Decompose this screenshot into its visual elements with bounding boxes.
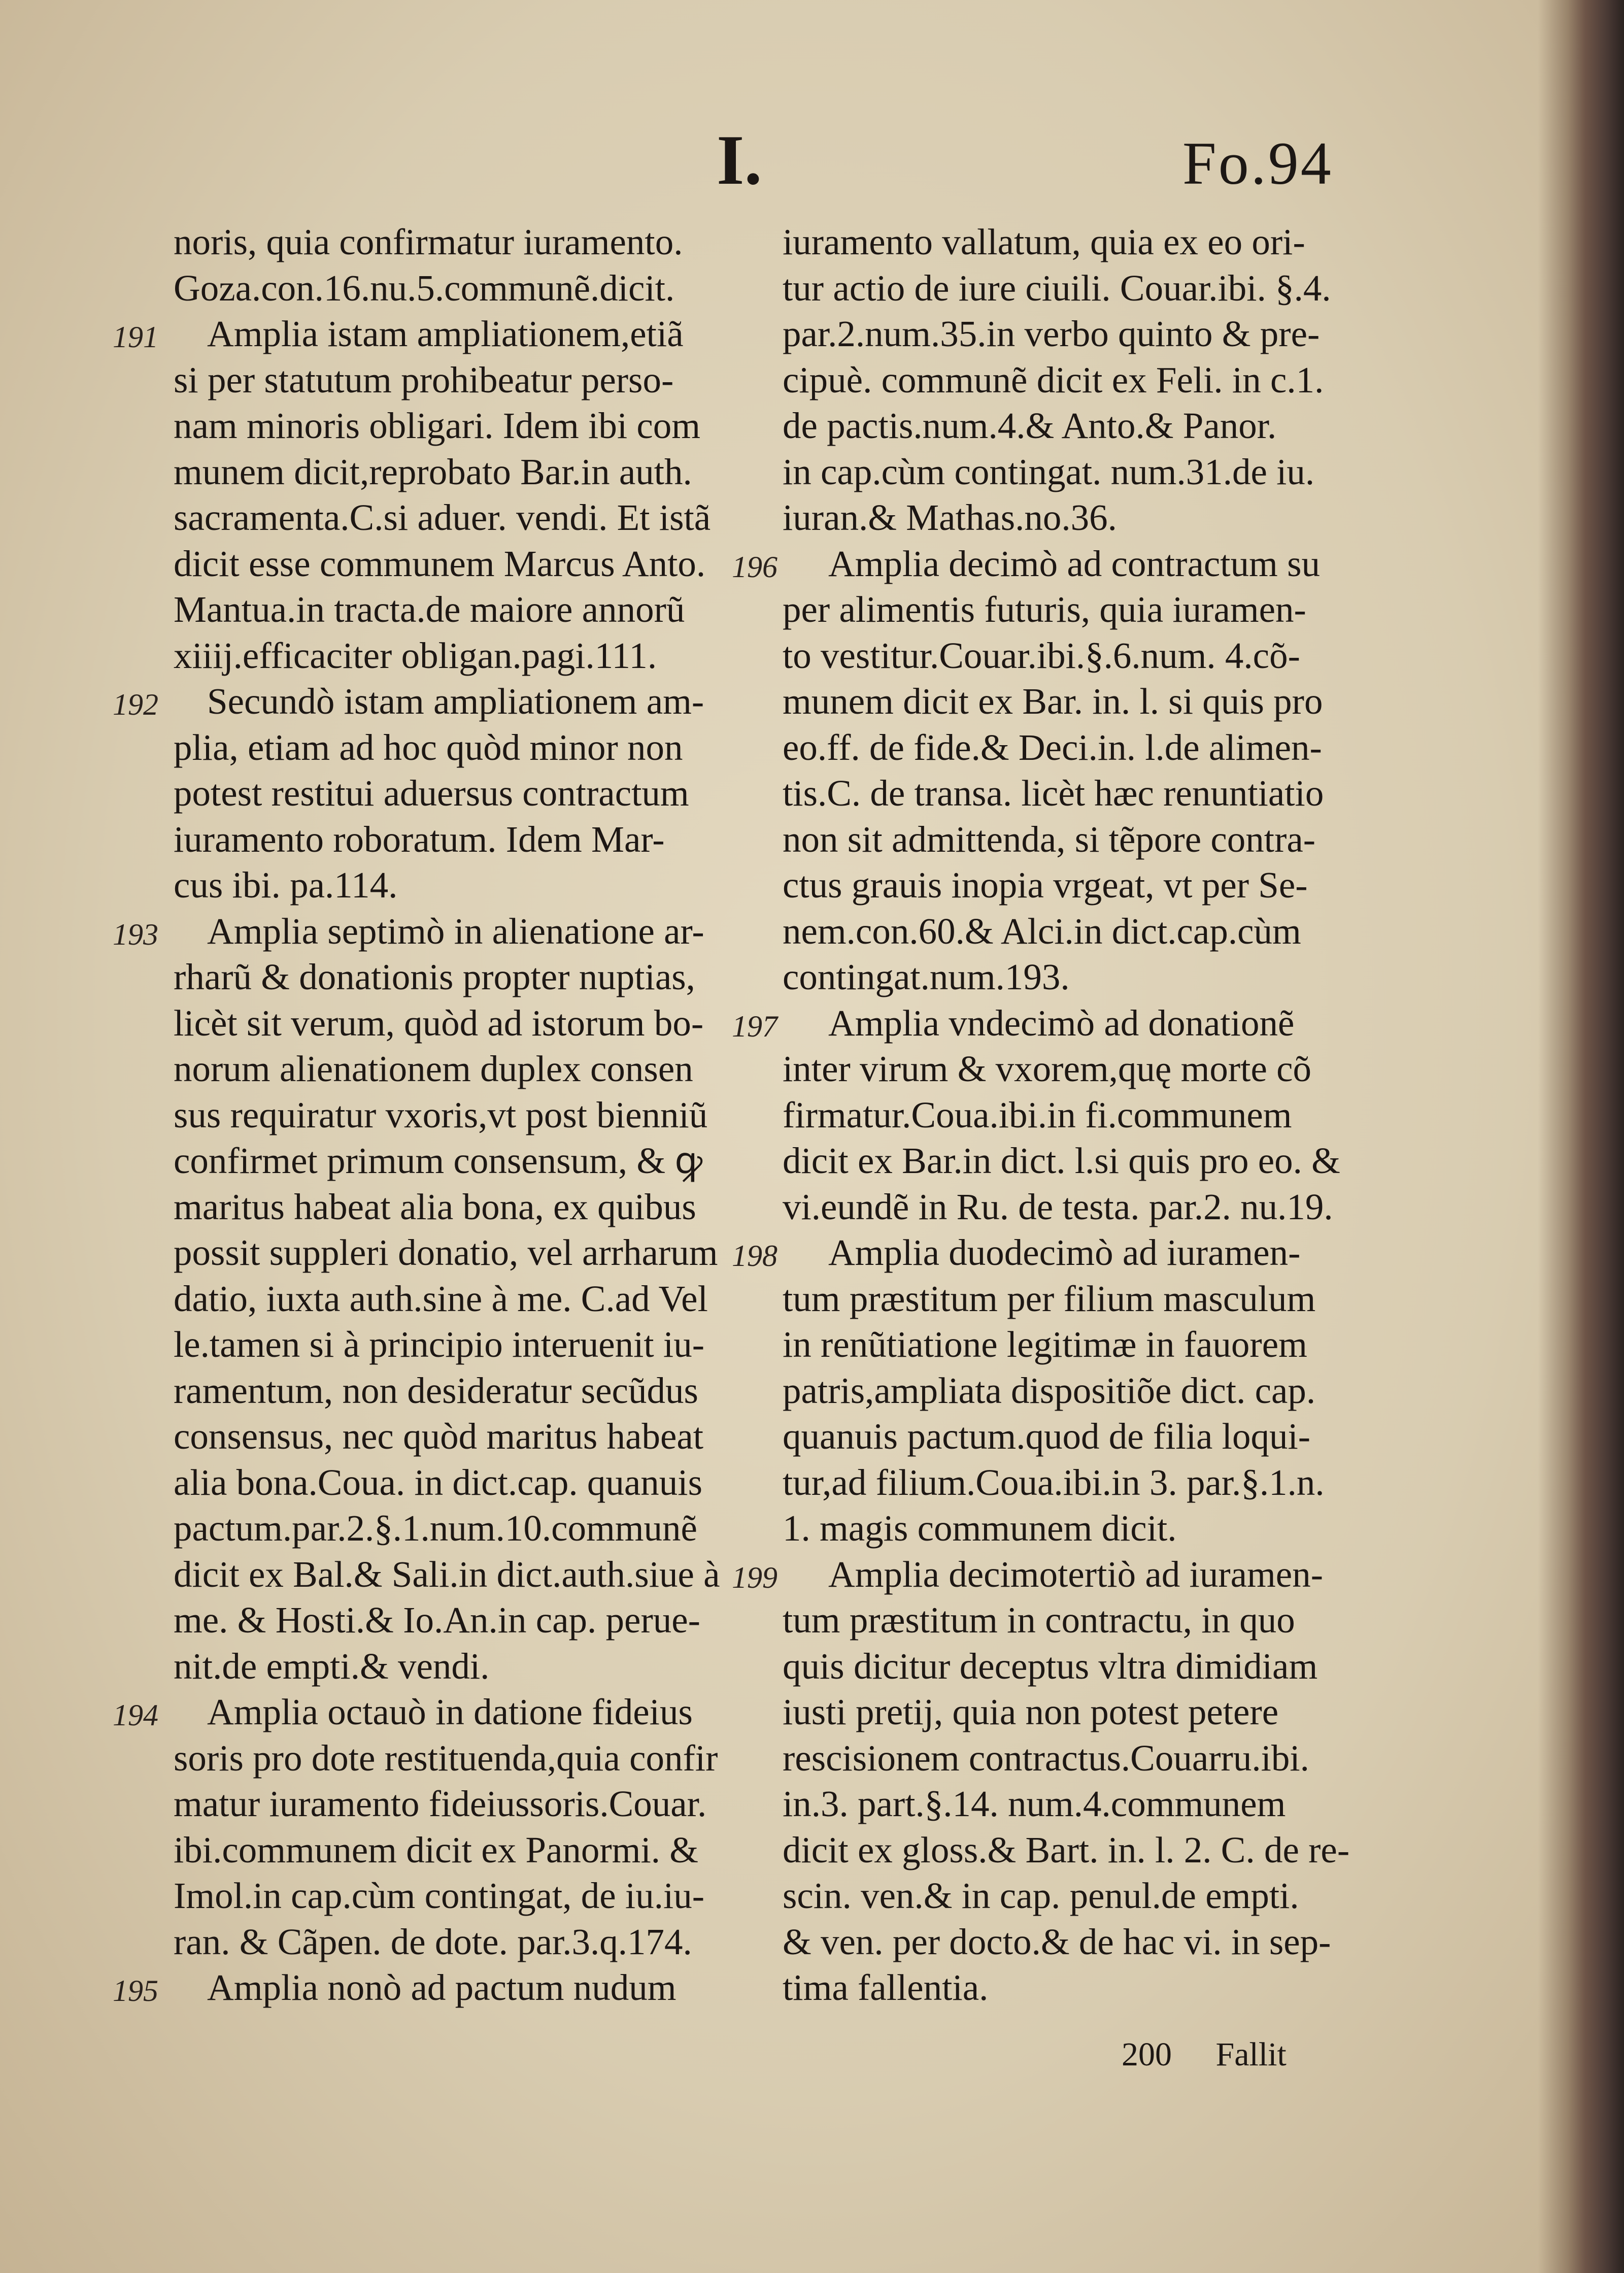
marginal-paragraph-number: 192 xyxy=(113,688,158,721)
text-line xyxy=(113,633,736,679)
text-line xyxy=(737,1322,1371,1368)
line-text: dicit esse communem Marcus Anto. xyxy=(174,543,706,584)
line-text: quis dicitur deceptus vltra dimidiam xyxy=(783,1645,1318,1687)
line-text: Amplia septimò in alienatione ar- xyxy=(207,910,704,952)
line-text: Amplia vndecimò ad donationẽ xyxy=(828,1002,1295,1044)
text-line xyxy=(737,1735,1371,1782)
text-line xyxy=(113,1644,736,1690)
text-line xyxy=(113,1689,736,1735)
text-line xyxy=(113,1046,736,1092)
text-line xyxy=(737,265,1371,312)
text-line xyxy=(113,1368,736,1414)
line-text: iuramento roboratum. Idem Mar- xyxy=(174,818,665,860)
line-text: sus requiratur vxoris,vt post bienniũ xyxy=(174,1094,708,1135)
catchword-number: 200 xyxy=(1122,2036,1172,2073)
line-text: consensus, nec quòd maritus habeat xyxy=(174,1416,704,1457)
text-line xyxy=(113,495,736,541)
line-text: quanuis pactum.quod de filia loqui- xyxy=(783,1416,1311,1457)
text-line xyxy=(113,862,736,909)
text-line xyxy=(732,1552,1371,1598)
marginal-paragraph-number: 199 xyxy=(732,1560,777,1594)
line-text: Amplia octauò in datione fideius xyxy=(207,1691,693,1732)
text-line xyxy=(113,1138,736,1184)
line-text: Amplia decimò ad contractum su xyxy=(828,543,1320,584)
line-text: firmatur.Coua.ibi.in fi.communem xyxy=(783,1094,1292,1135)
left-text-column xyxy=(113,219,736,2011)
folio-number: Fo.94 xyxy=(1182,129,1333,197)
text-line xyxy=(113,1322,736,1368)
text-line xyxy=(113,449,736,495)
line-text: plia, etiam ad hoc quòd minor non xyxy=(174,726,683,768)
text-line xyxy=(113,357,736,404)
line-text: munem dicit,reprobato Bar.in auth. xyxy=(174,451,692,492)
text-line xyxy=(737,1138,1371,1184)
text-line xyxy=(737,1184,1371,1230)
line-text: si per statutum prohibeatur perso- xyxy=(174,359,674,400)
line-text: Imol.in cap.cùm contingat, de iu.iu- xyxy=(174,1875,705,1916)
line-text: Mantua.in tracta.de maiore annorũ xyxy=(174,589,685,630)
line-text: tur actio de iure ciuili. Couar.ibi. §.4. xyxy=(783,267,1331,309)
line-text: dicit ex Bar.in dict. l.si quis pro eo. & xyxy=(783,1140,1340,1181)
text-line xyxy=(732,1000,1371,1047)
line-text: cus ibi. pa.114. xyxy=(174,864,398,906)
line-text: 1. magis communem dicit. xyxy=(783,1508,1177,1549)
line-text: contingat.num.193. xyxy=(783,956,1070,997)
text-line xyxy=(113,403,736,449)
text-line xyxy=(737,219,1371,265)
text-line xyxy=(737,1460,1371,1506)
line-text: ramentum, non desideratur secũdus xyxy=(174,1369,698,1411)
line-text: Amplia istam ampliationem,etiã xyxy=(207,313,684,354)
text-line xyxy=(113,1597,736,1644)
text-line xyxy=(113,817,736,863)
line-text: ibi.communem dicit ex Panormi. & xyxy=(174,1829,699,1870)
line-text: non sit admittenda, si tẽpore contra- xyxy=(783,818,1316,860)
line-text: tur,ad filium.Coua.ibi.in 3. par.§.1.n. xyxy=(783,1461,1325,1503)
text-line xyxy=(737,1597,1371,1644)
line-text: sacramenta.C.si aduer. vendi. Et istã xyxy=(174,497,711,538)
line-text: tima fallentia. xyxy=(783,1967,989,2008)
line-text: licèt sit verum, quòd ad istorum bo- xyxy=(174,1002,704,1044)
line-text: rharũ & donationis propter nuptias, xyxy=(174,956,695,997)
text-line xyxy=(737,771,1371,817)
line-text: nam minoris obligari. Idem ibi com xyxy=(174,405,701,446)
line-text: tum præstitum per filium masculum xyxy=(783,1278,1316,1319)
line-text: le.tamen si à principio interuenit iu- xyxy=(174,1324,705,1365)
text-line xyxy=(737,817,1371,863)
line-text: tum præstitum in contractu, in quo xyxy=(783,1599,1295,1641)
text-line xyxy=(737,495,1371,541)
line-text: & ven. per docto.& de hac vi. in sep- xyxy=(783,1921,1331,1962)
text-line xyxy=(737,1827,1371,1874)
marginal-paragraph-number: 194 xyxy=(113,1698,158,1732)
text-line xyxy=(737,954,1371,1000)
line-text: me. & Hosti.& Io.An.in cap. perue- xyxy=(174,1599,700,1641)
text-line xyxy=(113,219,736,265)
line-text: Secundò istam ampliationem am- xyxy=(207,681,704,722)
text-line xyxy=(737,1689,1371,1735)
text-line xyxy=(113,1919,736,1965)
text-line xyxy=(113,1276,736,1322)
text-line xyxy=(737,1276,1371,1322)
line-text: nit.de empti.& vendi. xyxy=(174,1645,490,1687)
text-line xyxy=(737,909,1371,955)
text-line xyxy=(737,587,1371,633)
text-line xyxy=(113,1827,736,1874)
text-line xyxy=(113,1781,736,1827)
line-text: possit suppleri donatio, vel arrharum xyxy=(174,1232,718,1273)
text-line xyxy=(113,1552,736,1598)
signature-mark: I. xyxy=(717,121,762,199)
line-text: maritus habeat alia bona, ex quibus xyxy=(174,1186,696,1227)
line-text: dicit ex Bal.& Sali.in dict.auth.siue à xyxy=(174,1553,720,1595)
line-text: nem.con.60.& Alci.in dict.cap.cùm xyxy=(783,910,1301,952)
text-line xyxy=(113,954,736,1000)
line-text: ctus grauis inopia vrgeat, vt per Se- xyxy=(783,864,1308,906)
text-line xyxy=(113,1873,736,1919)
text-line xyxy=(737,1368,1371,1414)
line-text: Amplia duodecimò ad iuramen- xyxy=(828,1232,1301,1273)
text-line xyxy=(113,725,736,771)
line-text: cipuè. communẽ dicit ex Feli. in c.1. xyxy=(783,359,1324,400)
line-text: rescisionem contractus.Couarru.ibi. xyxy=(783,1737,1309,1779)
text-line xyxy=(737,1965,1371,2011)
text-line xyxy=(737,1414,1371,1460)
right-text-column xyxy=(732,219,1371,2011)
text-line xyxy=(732,541,1371,587)
text-line xyxy=(737,1873,1371,1919)
text-line xyxy=(113,265,736,312)
line-text: tis.C. de transa. licèt hæc renuntiatio xyxy=(783,773,1324,814)
text-line xyxy=(737,1092,1371,1139)
text-line xyxy=(113,1460,736,1506)
catchword: Fallit xyxy=(1215,2036,1287,2073)
marginal-paragraph-number: 195 xyxy=(113,1974,158,2008)
line-text: noris, quia confirmatur iuramento. xyxy=(174,221,683,262)
marginal-paragraph-number: 196 xyxy=(732,550,777,584)
text-line xyxy=(113,909,736,955)
text-line xyxy=(113,1230,736,1276)
text-line xyxy=(113,1184,736,1230)
line-text: scin. ven.& in cap. penul.de empti. xyxy=(783,1875,1299,1916)
text-line xyxy=(113,679,736,725)
line-text: pactum.par.2.§.1.num.10.communẽ xyxy=(174,1508,697,1549)
text-line xyxy=(113,541,736,587)
text-line xyxy=(113,1000,736,1047)
line-text: Amplia nonò ad pactum nudum xyxy=(207,1967,676,2008)
line-text: ran. & Cãpen. de dote. par.3.q.174. xyxy=(174,1921,692,1962)
line-text: inter virum & vxorem,quę morte cõ xyxy=(783,1048,1311,1089)
line-text: iusti pretij, quia non potest petere xyxy=(783,1691,1279,1732)
text-line xyxy=(113,1965,736,2011)
line-text: in.3. part.§.14. num.4.communem xyxy=(783,1783,1286,1824)
text-line xyxy=(737,403,1371,449)
text-line xyxy=(737,725,1371,771)
line-text: norum alienationem duplex consen xyxy=(174,1048,693,1089)
line-text: par.2.num.35.in verbo quinto & pre- xyxy=(783,313,1320,354)
line-text: in cap.cùm contingat. num.31.de iu. xyxy=(783,451,1315,492)
marginal-paragraph-number: 191 xyxy=(113,320,158,354)
line-text: matur iuramento fideiussoris.Couar. xyxy=(174,1783,707,1824)
text-line xyxy=(113,1506,736,1552)
line-text: dicit ex gloss.& Bart. in. l. 2. C. de re- xyxy=(783,1829,1350,1870)
text-line xyxy=(737,1644,1371,1690)
text-line xyxy=(737,1506,1371,1552)
marginal-paragraph-number: 197 xyxy=(732,1009,777,1043)
line-text: iuran.& Mathas.no.36. xyxy=(783,497,1117,538)
line-text: potest restitui aduersus contractum xyxy=(174,773,689,814)
text-line xyxy=(737,357,1371,404)
text-line xyxy=(732,1230,1371,1276)
line-text: Goza.con.16.nu.5.communẽ.dicit. xyxy=(174,267,675,309)
text-line xyxy=(737,1919,1371,1965)
text-line xyxy=(737,679,1371,725)
line-text: vi.eundẽ in Ru. de testa. par.2. nu.19. xyxy=(783,1186,1333,1227)
line-text: per alimentis futuris, quia iuramen- xyxy=(783,589,1306,630)
text-line xyxy=(737,1781,1371,1827)
line-text: alia bona.Coua. in dict.cap. quanuis xyxy=(174,1461,702,1503)
line-text: iuramento vallatum, quia ex eo ori- xyxy=(783,221,1305,262)
text-line xyxy=(737,633,1371,679)
line-text: confirmet primum consensum, & ꝙ xyxy=(174,1140,703,1181)
line-text: datio, iuxta auth.sine à me. C.ad Vel xyxy=(174,1278,708,1319)
catchword-line xyxy=(1122,2035,1287,2074)
text-line xyxy=(737,862,1371,909)
line-text: de pactis.num.4.& Anto.& Panor. xyxy=(783,405,1277,446)
text-line xyxy=(737,311,1371,357)
line-text: soris pro dote restituenda,quia confir xyxy=(174,1737,718,1779)
text-line xyxy=(113,311,736,357)
text-line xyxy=(737,1046,1371,1092)
marginal-paragraph-number: 198 xyxy=(732,1239,777,1273)
line-text: xiiij.efficaciter obligan.pagi.111. xyxy=(174,634,657,676)
text-line xyxy=(113,1092,736,1139)
line-text: in renũtiatione legitimæ in fauorem xyxy=(783,1324,1307,1365)
text-line xyxy=(113,1735,736,1782)
line-text: to vestitur.Couar.ibi.§.6.num. 4.cõ- xyxy=(783,634,1300,676)
text-line xyxy=(737,449,1371,495)
line-text: Amplia decimotertiò ad iuramen- xyxy=(828,1553,1324,1595)
text-line xyxy=(113,587,736,633)
page-edge-shadow xyxy=(1538,0,1624,2273)
text-line xyxy=(113,1414,736,1460)
text-line xyxy=(113,771,736,817)
line-text: patris,ampliata dispositiõe dict. cap. xyxy=(783,1369,1316,1411)
line-text: munem dicit ex Bar. in. l. si quis pro xyxy=(783,681,1323,722)
line-text: eo.ff. de fide.& Deci.in. l.de alimen- xyxy=(783,726,1322,768)
marginal-paragraph-number: 193 xyxy=(113,917,158,951)
